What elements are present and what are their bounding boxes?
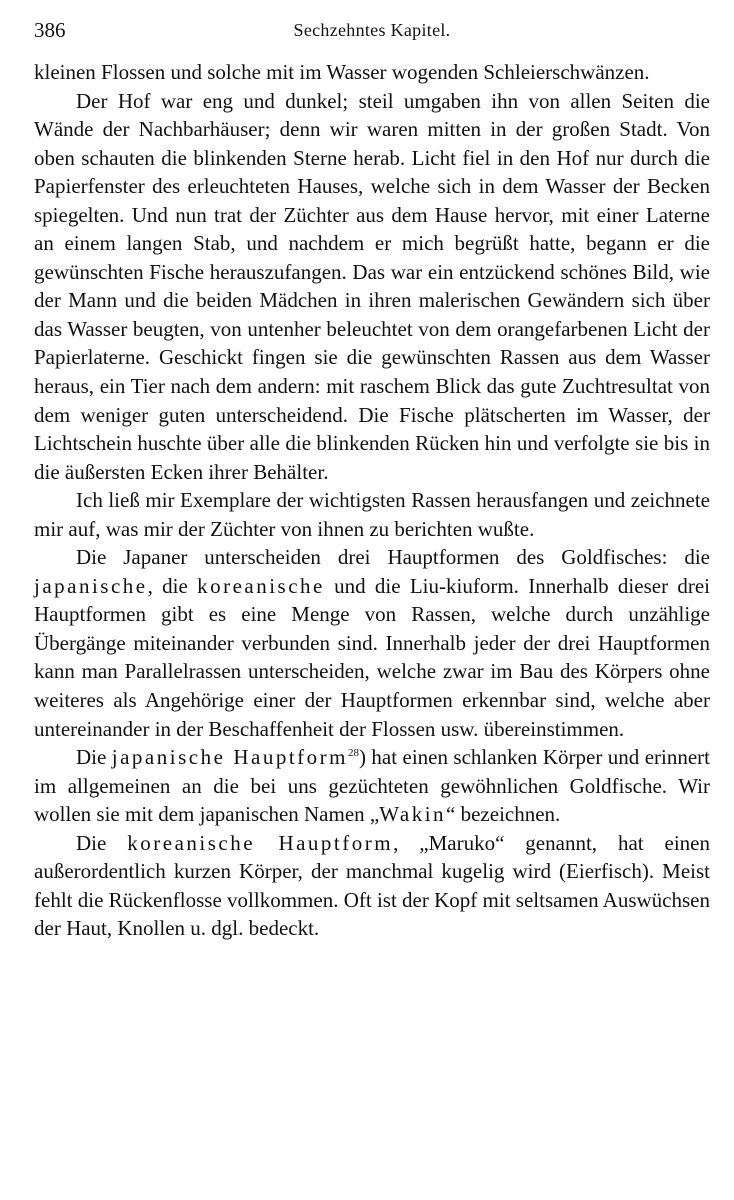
text-run: Die Japaner unterscheiden drei Hauptformen des Goldfisches: die [76, 545, 710, 570]
text-run: und die [324, 573, 410, 598]
text-run: Die [76, 830, 128, 855]
page-number: 386 [34, 18, 66, 42]
paragraph-courtyard: Der Hof war eng und dunkel; steil umgaben ihn von allen Seiten die Wände der Nachbarhäuser; denn wir waren mitten in der großen Stadt. Von oben schauten die blinkenden Sterne herab. Licht fiel in den Hof nur durch die Papierfenster des erleuchteten Hauses, welche sich in dem Wasser der Becken spiegelten. Und nun trat der Züchter aus dem Hause hervor, mit einer Laterne an einem langen Stab, und nachdem er mich begrüßt hatte, begann er die gewünschten Fische herauszufangen. Das war ein entzückend schönes Bild, wie der Mann und die beiden Mädchen in ihren malerischen Gewändern sich über das Wasser beugten, von untenher beleuchtet von dem orangefarbenen Licht der Papierlaterne. Geschickt fingen sie die gewünschten Rassen aus dem Wasser heraus, ein Tier nach dem andern: mit raschem Blick das gute Zuchtresultat von dem weniger guten unterscheidend. Die Fische plätscherten im Wasser, der Lichtschein huschte über alle die blinkenden Rücken hin und verfolgte sie bis in die äußersten Ecken ihrer Behälter. [34, 88, 710, 484]
term-wakin: Wakin [379, 802, 447, 827]
paragraph-continuation: kleinen Flossen und solche mit im Wasser wogenden Schleierschwänzen. [34, 60, 650, 84]
footnote-marker: 28 [347, 747, 359, 760]
text-run: . Innerhalb dieser drei Hauptformen gibt es eine Menge von Rassen, welche durch unzählige Übergänge miteinander verbunden sind. Innerhalb jeder der drei Hauptformen kann man Parallelrassen unterscheiden, welche zwar im Bau des Körpers ohne weiteres als Angehörige einer der Hauptformen erkennbar sind, welche aber untereinander in der Beschaffenheit der Flossen usw. übereinstimmen. [34, 573, 710, 741]
term-japanische-hauptform: japanische Hauptform [111, 745, 348, 770]
term-japanische: japanische [34, 573, 148, 598]
text-run: Die [76, 745, 112, 770]
text-run: “ bezeichnen. [446, 802, 561, 827]
body-text [34, 58, 710, 943]
running-head: Sechzehntes Kapitel. [293, 20, 451, 40]
term-koreanische: koreanische [197, 573, 325, 598]
paragraph-japanese-form [34, 743, 710, 829]
paragraph-korean-form [34, 829, 710, 943]
paragraph-specimens: Ich ließ mir Exemplare der wichtigsten Rassen herausfangen und zeichnete mir auf, was mir der Züchter von ihnen zu berichten wußte. [34, 488, 710, 541]
text-run: , die [147, 573, 198, 598]
paragraph-main-forms [34, 543, 710, 743]
text-run: ) hat einen schlanken Körper und erinnert im allgemeinen an die bei uns gezüchteten gewöhnlichen Goldfische. Wir wollen sie mit dem japanischen Namen „ [34, 745, 710, 827]
page-header [34, 16, 710, 46]
term-koreanische-hauptform: koreanische Hauptform [127, 830, 394, 855]
text-run: , „Maruko“ genannt, hat einen außerordentlich kurzen Körper, der manchmal kugelig wird (Eierfisch). Meist fehlt die Rückenflosse vollkommen. Oft ist der Kopf mit seltsamen Auswüchsen der Haut, Knollen u. dgl. bedeckt. [34, 830, 710, 941]
term-liu-kiuform: Liu-kiuform [409, 573, 514, 598]
